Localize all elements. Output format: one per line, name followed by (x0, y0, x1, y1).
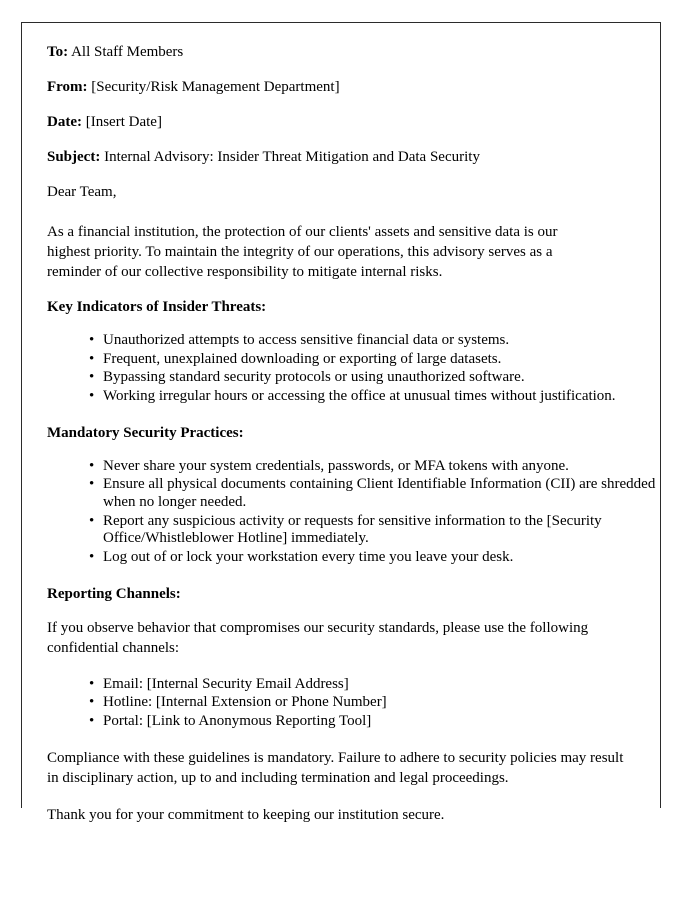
section-heading-reporting-channels: Reporting Channels: (47, 585, 181, 602)
list-item: • Working irregular hours or accessing the office at unusual times without justification. (89, 388, 669, 406)
memo-field-date (47, 115, 634, 130)
memo-field-date-label: Date: (47, 114, 82, 130)
list-item: • Frequent, unexplained downloading or exporting of large datasets. (89, 351, 669, 369)
memo-field-to-value: All Staff Members (71, 44, 184, 60)
section-heading-key-indicators: Key Indicators of Insider Threats: (47, 298, 267, 315)
memo-field-subject-label: Subject: (47, 149, 101, 165)
list-item: • Hotline: [Internal Extension or Phone Number] (89, 694, 669, 712)
memo-field-subject (47, 150, 634, 165)
closing-paragraph: Thank you for your commitment to keeping our institution secure. (47, 806, 445, 823)
memo-field-subject-value: Internal Advisory: Insider Threat Mitigation and Data Security (104, 149, 480, 165)
list-item: • Email: [Internal Security Email Address] (89, 676, 669, 694)
memo-field-to (47, 45, 634, 60)
section-heading-mandatory-practices: Mandatory Security Practices: (47, 424, 244, 441)
list-item: • Ensure all physical documents containing Client Identifiable Information (CII) are shredded when no longer needed. (89, 476, 669, 511)
list-item: • Report any suspicious activity or requests for sensitive information to the [Security Office/Whistleblower Hotline] immediately. (89, 513, 669, 548)
document-body (22, 23, 660, 825)
list-item: • Log out of or lock your workstation every time you leave your desk. (89, 549, 669, 567)
memo-field-from (47, 80, 634, 95)
list-item: • Unauthorized attempts to access sensitive financial data or systems. (89, 332, 669, 350)
intro-paragraph: As a financial institution, the protection of our clients' assets and sensitive data is our highest priority. To maintain the integrity of our operations, this advisory serves as a reminder of our collective responsibility to mitigate internal risks. (47, 224, 558, 280)
list-item: • Never share your system credentials, passwords, or MFA tokens with anyone. (89, 458, 669, 476)
compliance-paragraph: Compliance with these guidelines is mandatory. Failure to adhere to security policies may result in disciplinary action, up to and including termination and legal proceedings. (47, 749, 624, 786)
memo-field-from-label: From: (47, 79, 88, 95)
list-reporting-channels (47, 676, 669, 731)
list-mandatory-practices (47, 458, 669, 567)
list-key-indicators (47, 332, 669, 406)
reporting-intro-paragraph: If you observe behavior that compromises our security standards, please use the following confidential channels: (47, 619, 589, 656)
list-item: • Bypassing standard security protocols or using unauthorized software. (89, 369, 669, 387)
memo-field-to-label: To: (47, 44, 69, 60)
list-item: • Portal: [Link to Anonymous Reporting Tool] (89, 713, 669, 731)
salutation: Dear Team, (47, 184, 117, 200)
document-page (21, 22, 661, 823)
memo-field-date-value: [Insert Date] (85, 114, 162, 130)
memo-field-from-value: [Security/Risk Management Department] (91, 79, 340, 95)
